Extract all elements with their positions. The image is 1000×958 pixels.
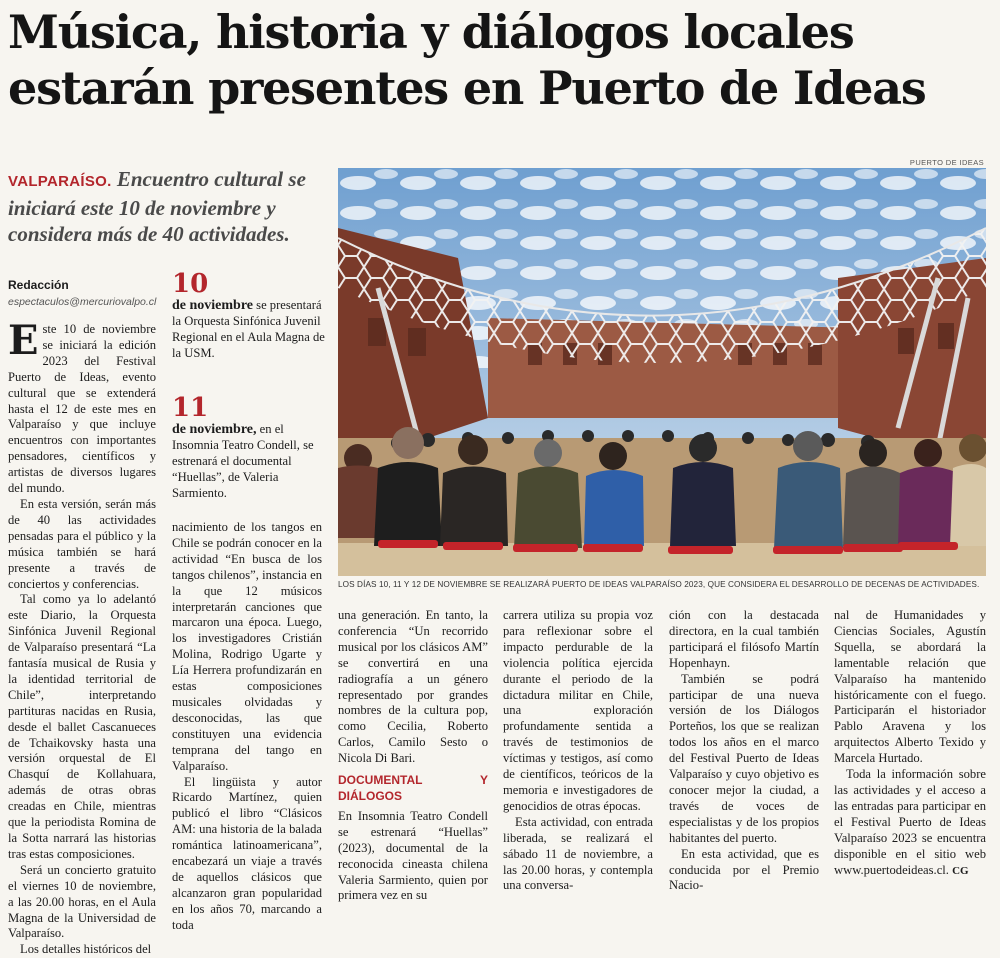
date-text: se presentará la Orquesta Sinfónica Juvenil Regional en el Aula Magna de la USM. [172,298,325,360]
date-number: 11 [172,393,209,423]
article-column-2 [172,520,322,934]
paragraph: Los detalles históricos del [20,942,152,957]
date-highlight-10 [172,270,332,362]
article-column-5 [669,608,819,894]
paragraph: En esta actividad, que es conducida por el Premio Nacio- [669,846,819,893]
paragraph: En Insomnia Teatro Condell se estrenará “Huellas” (2023), documental de la reconocida cineasta chilena Valeria Sarmiento, quien por primera vez en su [338,808,488,903]
paragraph: una generación. En tanto, la conferencia “Un recorrido musical por los clásicos AM” se convertirá en una radiografía a un género representado por grandes nombres de la cultura pop, como Cecilia, Roberto Carlos, Camilo Sesto o Nicola Di Bari. [338,608,488,766]
paragraph: nal de Humanidades y Ciencias Sociales, Agustín Squella, se abordará la lamentable relación que Valparaíso ha mantenido históricamente con el fuego. Participarán el historiador Pablo Aravena y los arquitectos Alberto Texido y Marcela Hurtado. [834,608,986,766]
paragraph: En esta versión, serán más de 40 las actividades pensadas para el público y la música también se hará presente a través de conciertos y conferencias. [8,496,156,591]
section-subhead: DOCUMENTAL Y DIÁLOGOS [338,773,488,803]
photo-credit: PUERTO DE IDEAS [909,158,984,167]
end-mark-icon: CG [952,864,969,877]
paragraph: Este 10 de noviembre se iniciará la edición 2023 del Festival Puerto de Ideas, evento cultural que se extenderá hasta el 12 de este mes en Valparaíso y que incluye encuentros con importantes pensadores, científicos y artistas de diversos lugares del mundo. [8,317,156,496]
article-column-4 [503,608,653,894]
paragraph: nacimiento de los tangos en Chile se podrán conocer en la actividad “En busca de los tangos chilenos”, instancia en la que 12 músicos interpretarán canciones que marcaron una época. Luego, los investigadores Cristián Molina, Rodrigo Ugarte y Lía Herrera profundizarán en estas composiciones musicales olvidadas y desconocidas, las que constituyen una evidencia temprana del tango en Valparaíso. [172,520,322,773]
paragraph: También se podrá participar de una nueva versión de los Diálogos Porteños, los que se realizan todos los años en el marco del Festival Puerto de Ideas Valparaíso y cuyo objetivo es conocer mejor la ciudad, a través de voces de especialistas y de los propios habitantes del puerto. [669,671,819,845]
lead-paragraph [8,166,333,247]
photo-caption: LOS DÍAS 10, 11 Y 12 DE NOVIEMBRE SE REALIZARÁ PUERTO DE IDEAS VALPARAÍSO 2023, QUE CONSIDERA EL DESARROLLO DE DECENAS DE ACTIVIDADES. [338,580,980,589]
lead-text: Encuentro cultural se iniciará este 10 de noviembre y considera más de 40 actividades. [8,167,306,246]
paragraph: Será un concierto gratuito el viernes 10 de noviembre, a las 20.00 horas, en el Aula Magna de la Universidad de Valparaíso. [8,862,156,941]
date-highlight-11 [172,394,332,502]
date-label: de noviembre, [172,422,257,437]
article-column-6 [834,608,986,879]
headline [8,4,993,116]
date-label: de noviembre [172,298,254,313]
photo-illustration [338,168,986,576]
paragraph: El lingüista y autor Ricardo Martínez, quien publicó el libro “Clásicos AM: una historia de la balada romántica latinoamericana”, encabezará un viaje a través de aquellos clásicos que alcanzaron gran popularidad en los años 70, marcando a toda [172,774,322,932]
byline [8,278,156,308]
headline-line-1: Música, historia y diálogos locales [8,5,854,59]
article-column-3 [338,608,488,904]
date-number: 10 [172,269,209,299]
paragraph: Esta actividad, con entrada liberada, se realizará el sábado 11 de noviembre, a las 20.00 horas, y contempla una conversa- [503,814,653,893]
byline-author: Redacción [8,278,69,292]
paragraph: ción con la destacada directora, en la cual también participará el filósofo Martín Hopenhayn. [669,608,819,670]
paragraph: Tal como ya lo adelantó este Diario, la Orquesta Sinfónica Juvenil Regional de Valparaíso presentará “La fantasía musical de Rusia y la identidad territorial de Chile”, interpretando partituras nacidas en Rusia, desde el ballet Cascanueces de Tchaikovsky hasta una versión orquestal de El Chasquí de Kollahuara, además de otras obras creadas en Chile, mientras que la periodista Romina de la Sotta narrará las historias tras estas composiciones. [8,592,156,861]
byline-email[interactable]: espectaculos@mercuriovalpo.cl [8,296,157,308]
article-column-1 [8,317,156,958]
paragraph: carrera utiliza su propia voz para reflexionar sobre el impacto perdurable de la violencia política ejercida durante el periodo de la dictadura militar en Chile, una exploración profundamente sentida a través de testimonios de víctimas y testigos, así como de científicos, teóricos de la memoria e investigadores de genocidios de otras épocas. [503,608,653,813]
drop-cap: E [8,317,39,364]
paragraph: Toda la información sobre las actividades y el acceso a las entradas para participar en el Festival Puerto de Ideas Valparaíso 2023 se encuentra disponible en el sitio web www.puertodeideas.cl. CG [834,767,986,877]
lead-city: VALPARAÍSO. [8,173,112,190]
article-photo [338,168,986,576]
date-text: en el Insomnia Teatro Condell, se estrenará el documental “Huellas”, de Valeria Sarmiento. [172,422,314,500]
headline-line-2: estarán presentes en Puerto de Ideas [8,61,926,115]
